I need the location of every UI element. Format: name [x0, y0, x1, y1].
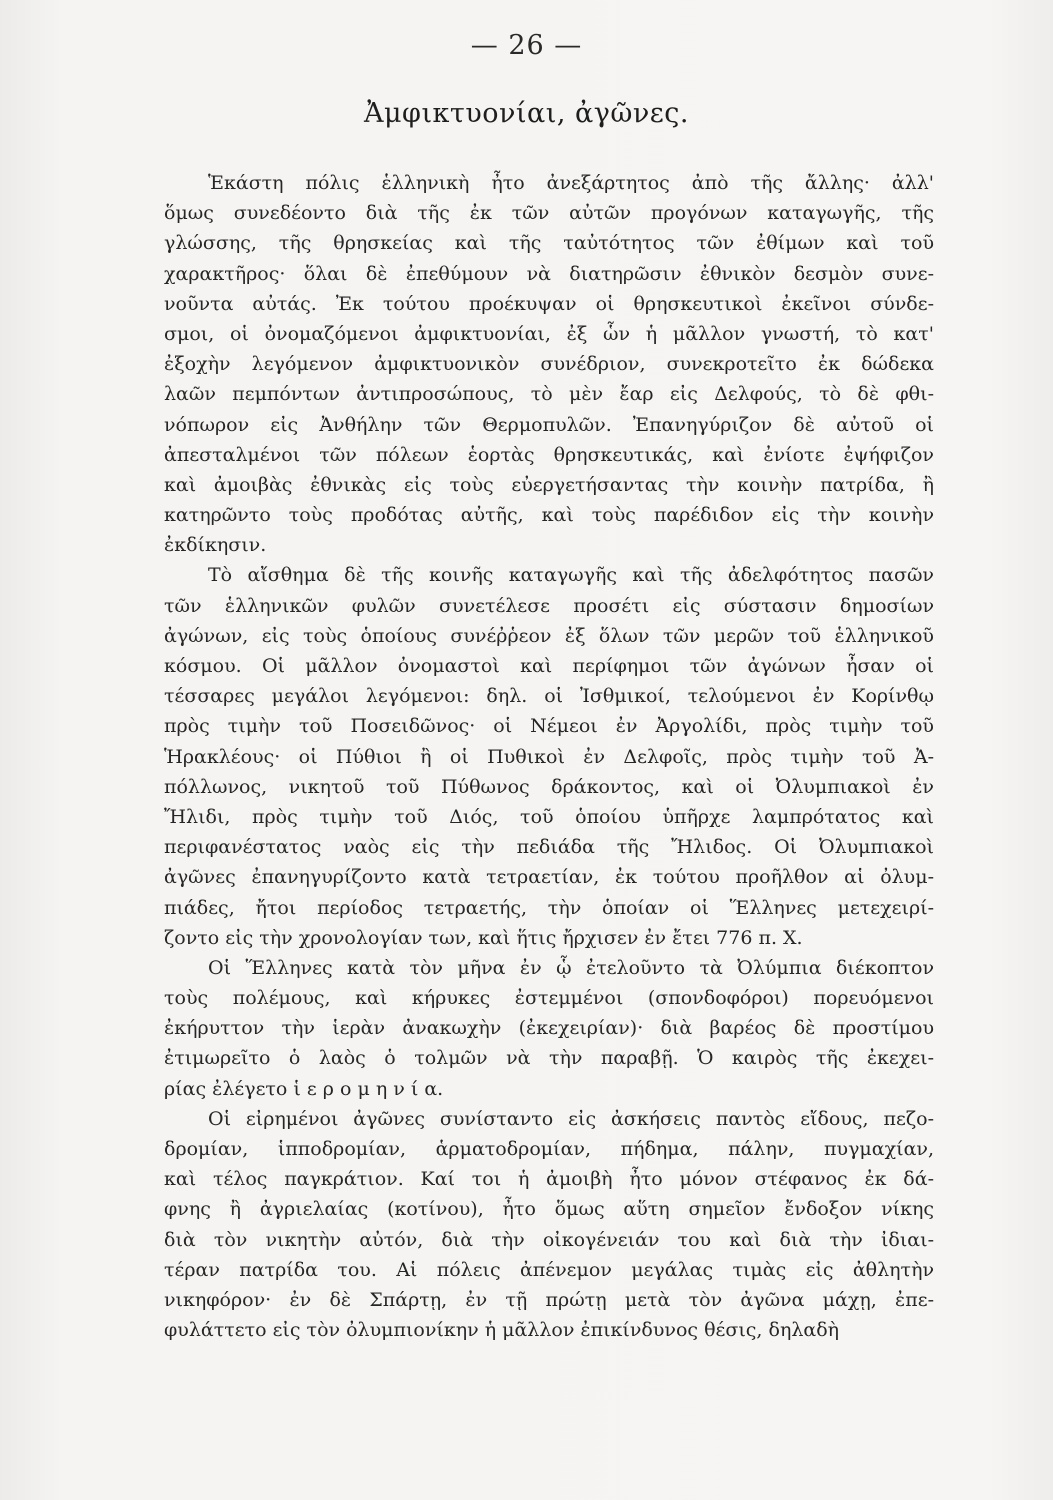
text-line: Ἑκάστη πόλις ἑλληνικὴ ἦτο ἀνεξάρτητος ἀπὸ τῆς ἄλλης· ἀλλ': [208, 172, 934, 194]
text-line: Ἡρακλέους· οἱ Πύθιοι ἢ οἱ Πυθικοὶ ἐν Δελφοῖς, πρὸς τιμὴν τοῦ Ἀ-: [164, 745, 934, 768]
text-line: νοῦντα αὐτάς. Ἐκ τούτου προέκυψαν οἱ θρησκευτικοὶ ἐκεῖνοι σύνδε-: [164, 292, 934, 315]
text-line: τέσσαρες μεγάλοι λεγόμενοι: δηλ. οἱ Ἰσθμικοί, τελούμενοι ἐν Κορίνθῳ: [164, 685, 934, 708]
text-line: ἀγῶνες ἐπανηγυρίζοντο κατὰ τετραετίαν, ἐκ τούτου προῆλθον αἱ ὀλυμ-: [164, 866, 934, 889]
section-heading: Ἀμφικτυονίαι, ἀγῶνες.: [364, 98, 689, 129]
page-number: — 26 —: [470, 30, 583, 61]
text-line: Οἱ εἰρημένοι ἀγῶνες συνίσταντο εἰς ἀσκήσεις παντὸς εἴδους, πεζο-: [208, 1107, 934, 1130]
text-line: τοὺς πολέμους, καὶ κήρυκες ἐστεμμένοι (σπονδοφόροι) πορευόμενοι: [164, 987, 934, 1010]
text-line: Ἤλιδι, πρὸς τιμὴν τοῦ Διός, τοῦ ὁποίου ὑπῆρχε λαμπρότατος καὶ: [164, 805, 934, 828]
text-line: χαρακτῆρος· ὅλαι δὲ ἐπεθύμουν νὰ διατηρῶσιν ἐθνικὸν δεσμὸν συνε-: [164, 262, 934, 285]
paragraph: [164, 953, 934, 1104]
text-line: ἀπεσταλμένοι τῶν πόλεων ἑορτὰς θρησκευτικάς, καὶ ἐνίοτε ἐψήφιζον: [164, 443, 934, 466]
paragraph: [164, 560, 934, 952]
paragraph: [164, 1104, 934, 1346]
text-line: καὶ τέλος παγκράτιον. Καί τοι ἡ ἀμοιβὴ ἦτο μόνον στέφανος ἐκ δά-: [164, 1168, 934, 1191]
text-line: ἐκήρυττον τὴν ἱερὰν ἀνακωχὴν (ἐκεχειρίαν)· διὰ βαρέος δὲ προστίμου: [164, 1017, 934, 1040]
text-line: Τὸ αἴσθημα δὲ τῆς κοινῆς καταγωγῆς καὶ τῆς ἀδελφότητος πασῶν: [208, 564, 934, 587]
text-line: λαῶν πεμπόντων ἀντιπροσώπους, τὸ μὲν ἔαρ εἰς Δελφούς, τὸ δὲ φθι-: [164, 383, 934, 406]
text-line: κόσμου. Οἱ μᾶλλον ὀνομαστοὶ καὶ περίφημοι τῶν ἀγώνων ἦσαν οἱ: [164, 655, 934, 677]
text-line: ρίας ἐλέγετο ἱ ε ρ ο μ η ν ί α.: [164, 1077, 444, 1100]
text-line: ἀγώνων, εἰς τοὺς ὁποίους συνέῤῥεον ἐξ ὅλων τῶν μερῶν τοῦ ἑλληνικοῦ: [164, 624, 934, 647]
text-line: πρὸς τιμὴν τοῦ Ποσειδῶνος· οἱ Νέμεοι ἐν Ἀργολίδι, πρὸς τιμὴν τοῦ: [164, 715, 934, 738]
text-line: καὶ ἀμοιβὰς ἐθνικὰς εἰς τοὺς εὐεργετήσαντας τὴν κοινὴν πατρίδα, ἢ: [164, 473, 934, 496]
text-line: διὰ τὸν νικητὴν αὐτόν, διὰ τὴν οἰκογένειάν του καὶ διὰ τὴν ἰδιαι-: [164, 1228, 934, 1251]
text-line: ἐκδίκησιν.: [164, 534, 267, 557]
text-line: κατηρῶντο τοὺς προδότας αὐτῆς, καὶ τοὺς παρέδιδον εἰς τὴν κοινὴν: [164, 504, 934, 527]
text-line: πιάδες, ἤτοι περίοδος τετραετής, τὴν ὁποίαν οἱ Ἕλληνες μετεχειρί-: [164, 896, 934, 919]
text-line: τέραν πατρίδα του. Αἱ πόλεις ἀπένεμον μεγάλας τιμὰς εἰς ἀθλητὴν: [164, 1258, 934, 1281]
text-line: νικηφόρον· ἐν δὲ Σπάρτῃ, ἐν τῇ πρώτῃ μετὰ τὸν ἀγῶνα μάχῃ, ἐπε-: [164, 1288, 934, 1311]
text-line: δρομίαν, ἱπποδρομίαν, ἁρματοδρομίαν, πήδημα, πάλην, πυγμαχίαν,: [164, 1138, 934, 1160]
paragraph: [164, 168, 934, 560]
text-line: νόπωρον εἰς Ἀνθήλην τῶν Θερμοπυλῶν. Ἐπανηγύριζον δὲ αὐτοῦ οἱ: [164, 413, 934, 436]
text-line: φνης ἢ ἀγριελαίας (κοτίνου), ἦτο ὅμως αὕτη σημεῖον ἔνδοξον νίκης: [164, 1198, 934, 1221]
text-line: περιφανέστατος ναὸς εἰς τὴν πεδιάδα τῆς Ἤλιδος. Οἱ Ὀλυμπιακοὶ: [164, 836, 934, 859]
text-line: πόλλωνος, νικητοῦ τοῦ Πύθωνος δράκοντος, καὶ οἱ Ὀλυμπιακοὶ ἐν: [164, 775, 934, 798]
text-line: ζοντο εἰς τὴν χρονολογίαν των, καὶ ἥτις ἤρχισεν ἐν ἔτει 776 π. Χ.: [164, 926, 803, 949]
text-line: ἐτιμωρεῖτο ὁ λαὸς ὁ τολμῶν νὰ τὴν παραβῇ. Ὁ καιρὸς τῆς ἐκεχει-: [164, 1047, 934, 1070]
text-line: ὅμως συνεδέοντο διὰ τῆς ἐκ τῶν αὐτῶν προγόνων καταγωγῆς, τῆς: [164, 202, 934, 225]
text-line: γλώσσης, τῆς θρησκείας καὶ τῆς ταὐτότητος τῶν ἐθίμων καὶ τοῦ: [164, 232, 934, 255]
text-line: σμοι, οἱ ὀνομαζόμενοι ἀμφικτυονίαι, ἐξ ὧν ἡ μᾶλλον γνωστή, τὸ κατ': [164, 322, 934, 345]
text-line: τῶν ἑλληνικῶν φυλῶν συνετέλεσε προσέτι εἰς σύστασιν δημοσίων: [164, 594, 934, 617]
text-line: φυλάττετο εἰς τὸν ὀλυμπιονίκην ἡ μᾶλλον ἐπικίνδυνος θέσις, δηλαδὴ: [164, 1319, 840, 1342]
body-text: [164, 168, 934, 1345]
text-line: ἐξοχὴν λεγόμενον ἀμφικτυονικὸν συνέδριον, συνεκροτεῖτο ἐκ δώδεκα: [164, 353, 934, 376]
text-line: Οἱ Ἕλληνες κατὰ τὸν μῆνα ἐν ᾧ ἐτελοῦντο τὰ Ὀλύμπια διέκοπτον: [208, 956, 934, 979]
